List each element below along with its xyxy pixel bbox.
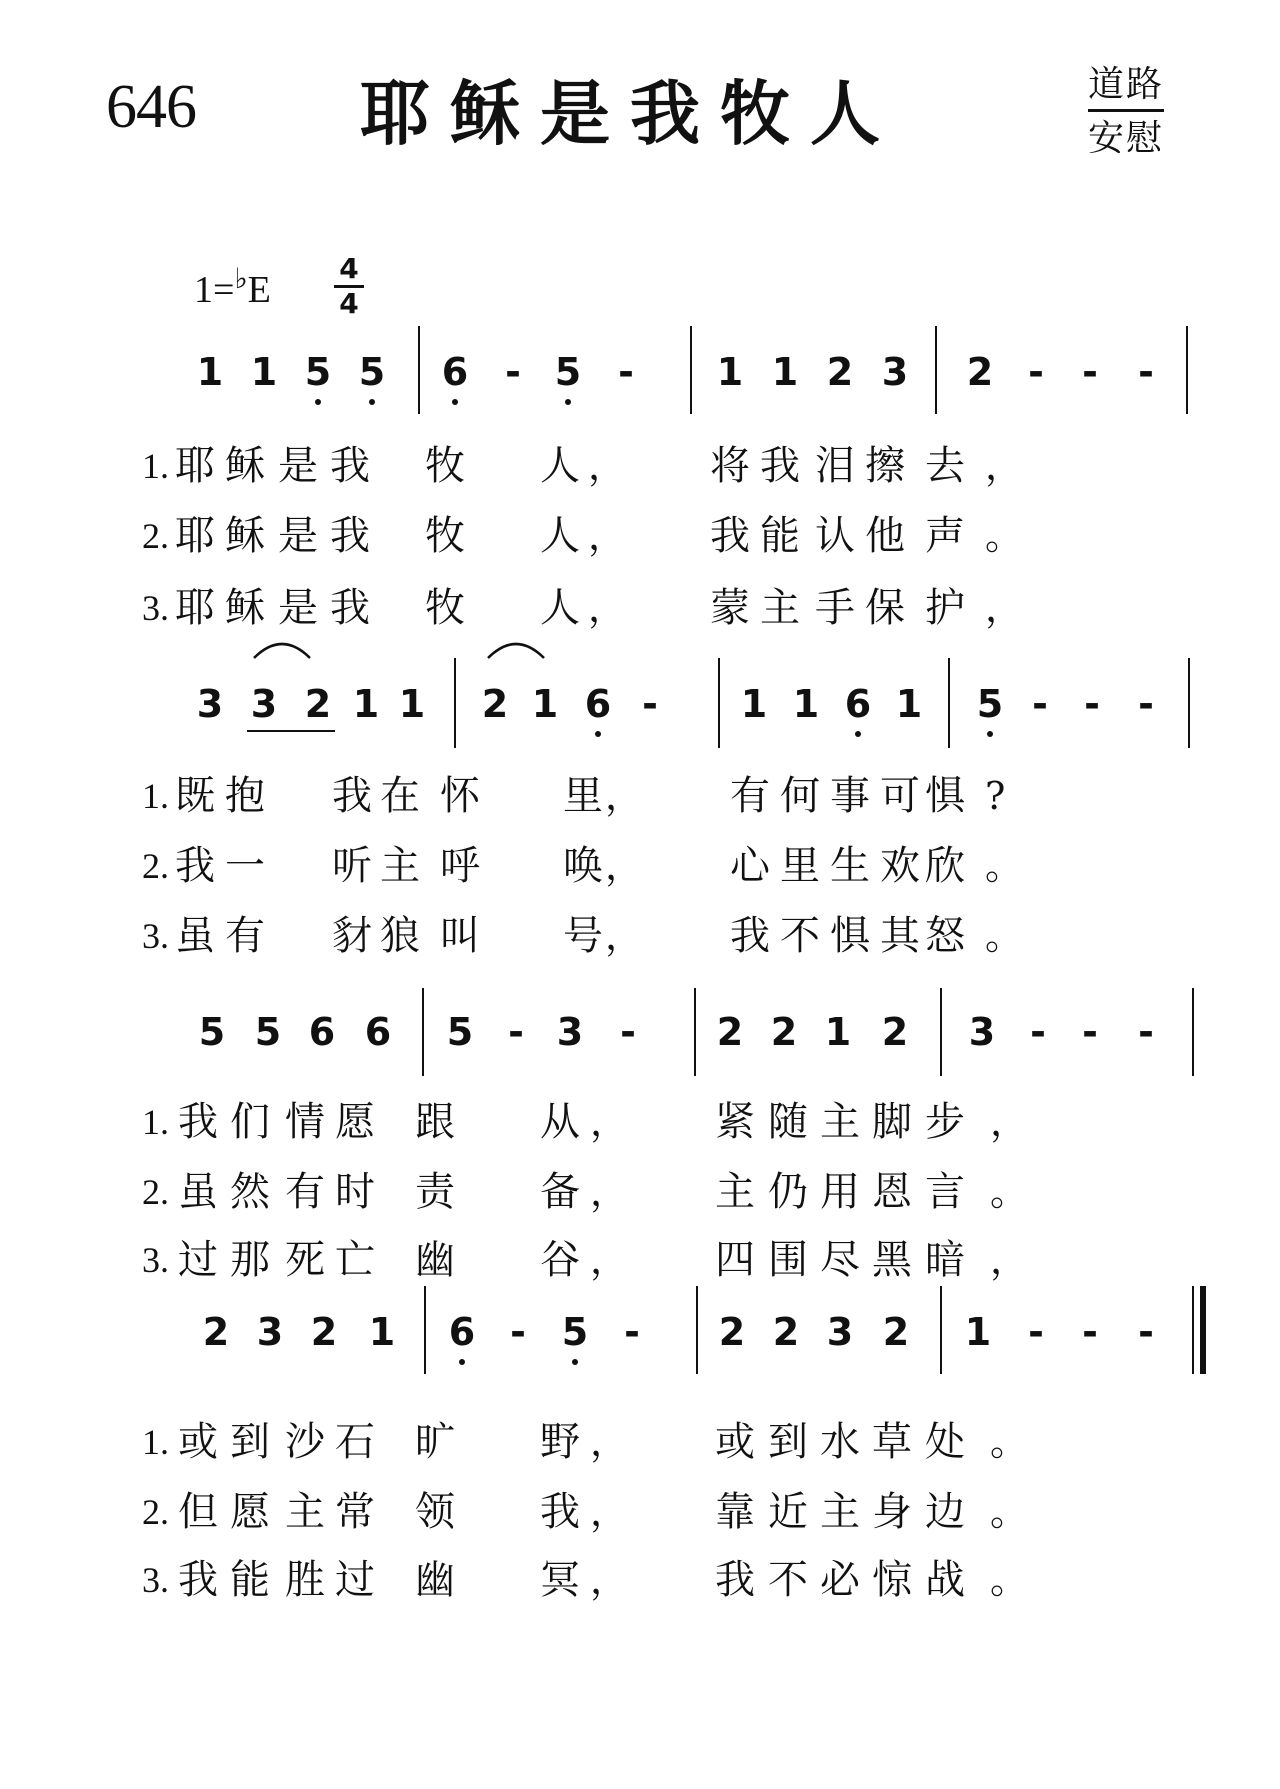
barline	[948, 658, 950, 748]
dash-extension: -	[1082, 1010, 1098, 1054]
dash-extension: -	[1082, 350, 1098, 394]
lyric-syllable: 不	[780, 913, 820, 959]
lyric-syllable: 听	[332, 843, 372, 889]
note: 5	[198, 1010, 226, 1054]
dash-extension: -	[1084, 682, 1100, 726]
dash-extension: -	[642, 682, 658, 726]
lyric-syllable: 亡	[335, 1237, 375, 1283]
note: 1	[792, 682, 820, 726]
lyric-syllable: 稣	[225, 443, 265, 489]
lyric-syllable: 愿	[230, 1489, 270, 1535]
note: 3	[556, 1010, 584, 1054]
lyric-syllable: 步	[925, 1099, 965, 1145]
lyric-syllable: 我	[330, 443, 370, 489]
lyric-syllable: 里	[563, 773, 603, 819]
lyric-punctuation: 。	[990, 1490, 1029, 1534]
lyric-syllable: 幽	[415, 1237, 455, 1283]
lyric-syllable: 去	[925, 443, 965, 489]
note: 5	[347, 352, 397, 392]
lyric-syllable: 我	[330, 585, 370, 631]
note: 3	[968, 1010, 996, 1054]
barline	[690, 326, 692, 414]
lyric-punctuation: ，	[990, 1238, 1029, 1282]
note: 1	[352, 682, 380, 726]
lyric-punctuation: ，	[985, 444, 1024, 488]
lyric-punctuation: ，	[588, 586, 627, 630]
lyric-syllable: 常	[335, 1489, 375, 1535]
lyric-syllable: 主	[715, 1169, 755, 1215]
lyric-punctuation: ，	[590, 1238, 629, 1282]
lyric-punctuation: ，	[590, 1558, 629, 1602]
lyric-syllable: 主	[820, 1099, 860, 1145]
dash-extension: -	[1138, 350, 1154, 394]
dash-extension: -	[1030, 1010, 1046, 1054]
lyric-line-verse-1	[0, 772, 1280, 820]
lyric-syllable: 但	[178, 1489, 218, 1535]
note: 1	[740, 682, 768, 726]
low-octave-dot	[987, 731, 993, 737]
notation-line-4	[0, 1312, 1280, 1392]
low-octave-dot	[595, 731, 601, 737]
note: 2	[304, 682, 332, 726]
key-note: E	[247, 269, 271, 311]
lyric-syllable: 我	[730, 913, 770, 959]
note: 5	[543, 352, 593, 392]
lyric-punctuation: 。	[985, 914, 1024, 958]
lyric-syllable: 有	[730, 773, 770, 819]
lyric-syllable: 跟	[415, 1099, 455, 1145]
note: 3	[250, 682, 278, 726]
lyric-syllable: 是	[278, 513, 318, 559]
lyric-punctuation: ，	[605, 774, 644, 818]
lyric-syllable: 蒙	[710, 585, 750, 631]
final-barline-thick	[1200, 1286, 1206, 1374]
note: 2	[310, 1310, 338, 1354]
lyric-syllable: 号	[563, 913, 603, 959]
category-label-2: 安慰	[1088, 118, 1165, 159]
note: 1	[824, 1010, 852, 1054]
note: 6	[573, 684, 623, 724]
category-label-1: 道路	[1088, 56, 1164, 112]
note: 6	[833, 684, 883, 724]
barline	[718, 658, 720, 748]
lyric-syllable: 我	[332, 773, 372, 819]
note: 2	[770, 1010, 798, 1054]
note: 1	[398, 682, 426, 726]
lyric-syllable: 到	[768, 1419, 808, 1465]
lyric-line-verse-2	[0, 1168, 1280, 1216]
lyric-syllable: 护	[925, 585, 965, 631]
lyric-syllable: 他	[865, 513, 905, 559]
barline	[1188, 658, 1190, 748]
beam-underline	[247, 730, 335, 732]
hymn-title: 耶稣是我牧人	[360, 73, 900, 155]
lyric-line-verse-3	[0, 1236, 1280, 1284]
lyric-syllable: 人	[540, 585, 580, 631]
barline	[1192, 988, 1194, 1076]
lyric-syllable: 耶	[175, 585, 215, 631]
lyric-syllable: 尽	[820, 1237, 860, 1283]
lyric-syllable: 何	[780, 773, 820, 819]
lyric-syllable: 战	[925, 1557, 965, 1603]
verse-number: 3.	[142, 1560, 169, 1600]
lyric-syllable: 怒	[925, 913, 965, 959]
lyric-syllable: 不	[768, 1557, 808, 1603]
notation-line-2	[0, 684, 1280, 764]
note: 6	[437, 1312, 487, 1352]
flat-sign: ♭	[234, 264, 248, 295]
lyric-syllable: 旷	[415, 1419, 455, 1465]
lyric-punctuation: ，	[590, 1490, 629, 1534]
note: 5	[965, 684, 1015, 724]
low-octave-dot	[452, 399, 458, 405]
lyric-syllable: 有	[225, 913, 265, 959]
lyric-punctuation: ，	[590, 1420, 629, 1464]
lyric-syllable: 保	[865, 585, 905, 631]
dash-extension: -	[1028, 350, 1044, 394]
lyric-syllable: 手	[815, 585, 855, 631]
lyric-syllable: 事	[830, 773, 870, 819]
lyric-punctuation: ，	[588, 444, 627, 488]
lyric-syllable: 欢	[880, 843, 920, 889]
lyric-syllable: 人	[540, 513, 580, 559]
verse-number: 1.	[142, 1102, 169, 1142]
note: 2	[202, 1310, 230, 1354]
lyric-punctuation: ，	[590, 1170, 629, 1214]
verse-number: 1.	[142, 446, 169, 486]
lyric-syllable: 冥	[540, 1557, 580, 1603]
lyric-syllable: 呼	[440, 843, 480, 889]
lyric-syllable: 唤	[563, 843, 603, 889]
lyric-syllable: 主	[380, 843, 420, 889]
lyric-syllable: 牧	[425, 513, 465, 559]
note: 2	[716, 1010, 744, 1054]
lyric-syllable: 那	[230, 1237, 270, 1283]
lyric-syllable: 有	[285, 1169, 325, 1215]
note: 6	[364, 1010, 392, 1054]
verse-number: 3.	[142, 588, 169, 628]
lyric-syllable: 我	[710, 513, 750, 559]
dash-extension: -	[624, 1310, 640, 1354]
lyric-syllable: 言	[925, 1169, 965, 1215]
barline	[940, 1286, 942, 1374]
lyric-syllable: 主	[760, 585, 800, 631]
lyric-syllable: 欣	[925, 843, 965, 889]
lyric-syllable: 虽	[178, 1169, 218, 1215]
note: 2	[481, 682, 509, 726]
note: 3	[881, 350, 909, 394]
barline	[418, 326, 420, 414]
note: 1	[196, 350, 224, 394]
lyric-syllable: 是	[278, 443, 318, 489]
barline	[1186, 326, 1188, 414]
lyric-syllable: 豺	[332, 913, 372, 959]
dash-extension: -	[505, 350, 521, 394]
lyric-syllable: 水	[820, 1419, 860, 1465]
dash-extension: -	[620, 1010, 636, 1054]
note: 5	[293, 352, 343, 392]
dash-extension: -	[1028, 1310, 1044, 1354]
lyric-syllable: 叫	[440, 913, 480, 959]
lyric-punctuation: ，	[590, 1100, 629, 1144]
key-prefix: 1=	[194, 269, 235, 311]
note: 6	[308, 1010, 336, 1054]
note: 5	[550, 1312, 600, 1352]
lyric-syllable: 近	[768, 1489, 808, 1535]
lyric-syllable: 愿	[335, 1099, 375, 1145]
lyric-syllable: 既	[175, 773, 215, 819]
lyric-syllable: 到	[230, 1419, 270, 1465]
lyric-syllable: 稣	[225, 585, 265, 631]
lyric-punctuation: ，	[605, 844, 644, 888]
note: 2	[882, 1310, 910, 1354]
lyric-syllable: 我	[540, 1489, 580, 1535]
lyric-syllable: 野	[540, 1419, 580, 1465]
lyric-punctuation: ，	[605, 914, 644, 958]
lyric-syllable: 牧	[425, 585, 465, 631]
time-signature-top: 4	[339, 252, 359, 285]
notation-line-1	[0, 352, 1280, 432]
lyric-line-verse-2	[0, 1488, 1280, 1536]
lyric-syllable: 暗	[925, 1237, 965, 1283]
barline	[696, 1286, 698, 1374]
lyric-syllable: 时	[335, 1169, 375, 1215]
lyric-punctuation: 。	[990, 1420, 1029, 1464]
lyric-line-verse-3	[0, 1556, 1280, 1604]
lyric-syllable: 胜	[285, 1557, 325, 1603]
lyric-syllable: 沙	[285, 1419, 325, 1465]
low-octave-dot	[459, 1359, 465, 1365]
lyric-line-verse-2	[0, 512, 1280, 560]
lyric-syllable: 死	[285, 1237, 325, 1283]
note: 2	[881, 1010, 909, 1054]
note: 3	[196, 682, 224, 726]
lyric-syllable: 我	[175, 843, 215, 889]
final-barline-thin	[1192, 1286, 1194, 1374]
lyric-syllable: 过	[335, 1557, 375, 1603]
verse-number: 1.	[142, 1422, 169, 1462]
lyric-syllable: 惧	[830, 913, 870, 959]
lyric-syllable: 责	[415, 1169, 455, 1215]
lyric-syllable: 稣	[225, 513, 265, 559]
lyric-syllable: 心	[730, 843, 770, 889]
dash-extension: -	[1138, 1310, 1154, 1354]
verse-number: 3.	[142, 1240, 169, 1280]
lyric-punctuation: ，	[588, 514, 627, 558]
lyric-punctuation: 。	[985, 844, 1024, 888]
verse-number: 2.	[142, 1492, 169, 1532]
low-octave-dot	[572, 1359, 578, 1365]
lyric-syllable: 抱	[225, 773, 265, 819]
note: 5	[254, 1010, 282, 1054]
lyric-syllable: 用	[820, 1169, 860, 1215]
barline	[422, 988, 424, 1076]
lyric-syllable: 边	[925, 1489, 965, 1535]
lyric-syllable: 靠	[715, 1489, 755, 1535]
lyric-syllable: 我	[178, 1557, 218, 1603]
lyric-syllable: 主	[820, 1489, 860, 1535]
lyric-syllable: 生	[830, 843, 870, 889]
note: 2	[772, 1310, 800, 1354]
lyric-syllable: 牧	[425, 443, 465, 489]
dash-extension: -	[508, 1010, 524, 1054]
hymn-number: 646	[106, 73, 196, 141]
lyric-punctuation: ，	[990, 1100, 1029, 1144]
lyric-syllable: 紧	[715, 1099, 755, 1145]
lyric-syllable: 主	[285, 1489, 325, 1535]
lyric-syllable: 身	[872, 1489, 912, 1535]
lyric-syllable: 从	[540, 1099, 580, 1145]
lyric-syllable: 处	[925, 1419, 965, 1465]
lyric-syllable: 我	[178, 1099, 218, 1145]
lyric-punctuation: 。	[990, 1170, 1029, 1214]
time-signature-bottom: 4	[339, 287, 359, 320]
lyric-syllable: 泪	[815, 443, 855, 489]
lyric-syllable: 狼	[380, 913, 420, 959]
note: 3	[256, 1310, 284, 1354]
lyric-syllable: 脚	[872, 1099, 912, 1145]
lyric-syllable: 或	[178, 1419, 218, 1465]
note: 5	[446, 1010, 474, 1054]
note: 2	[718, 1310, 746, 1354]
verse-number: 2.	[142, 846, 169, 886]
lyric-syllable: 虽	[175, 913, 215, 959]
lyric-syllable: 仍	[768, 1169, 808, 1215]
barline	[935, 326, 937, 414]
dash-extension: -	[1082, 1310, 1098, 1354]
lyric-syllable: 在	[380, 773, 420, 819]
lyric-syllable: 怀	[440, 773, 480, 819]
lyric-syllable: 能	[760, 513, 800, 559]
notation-line-3	[0, 1012, 1280, 1092]
dash-extension: -	[1032, 682, 1048, 726]
dash-extension: -	[1138, 682, 1154, 726]
lyric-syllable: 或	[715, 1419, 755, 1465]
note: 1	[716, 350, 744, 394]
lyric-punctuation: 。	[985, 514, 1024, 558]
lyric-syllable: 们	[230, 1099, 270, 1145]
low-octave-dot	[369, 399, 375, 405]
verse-number: 2.	[142, 1172, 169, 1212]
lyric-syllable: 其	[880, 913, 920, 959]
lyric-syllable: 里	[780, 843, 820, 889]
note: 1	[964, 1310, 992, 1354]
barline	[940, 988, 942, 1076]
lyric-punctuation: ?	[985, 774, 1006, 818]
lyric-punctuation: 。	[990, 1558, 1029, 1602]
lyric-line-verse-1	[0, 1098, 1280, 1146]
low-octave-dot	[855, 731, 861, 737]
lyric-syllable: 幽	[415, 1557, 455, 1603]
lyric-syllable: 草	[872, 1419, 912, 1465]
lyric-syllable: 备	[540, 1169, 580, 1215]
lyric-syllable: 人	[540, 443, 580, 489]
note: 1	[771, 350, 799, 394]
lyric-syllable: 必	[820, 1557, 860, 1603]
lyric-syllable: 一	[225, 843, 265, 889]
note: 3	[826, 1310, 854, 1354]
note: 1	[250, 350, 278, 394]
note: 2	[966, 350, 994, 394]
lyric-syllable: 是	[278, 585, 318, 631]
lyric-syllable: 围	[768, 1237, 808, 1283]
dash-extension: -	[510, 1310, 526, 1354]
note: 1	[368, 1310, 396, 1354]
lyric-syllable: 领	[415, 1489, 455, 1535]
lyric-syllable: 惧	[925, 773, 965, 819]
lyric-syllable: 惊	[872, 1557, 912, 1603]
note: 6	[430, 352, 480, 392]
lyric-syllable: 声	[925, 513, 965, 559]
lyric-syllable: 认	[815, 513, 855, 559]
lyric-syllable: 过	[178, 1237, 218, 1283]
lyric-line-verse-3	[0, 584, 1280, 632]
dash-extension: -	[618, 350, 634, 394]
slur	[252, 636, 312, 660]
note: 1	[895, 682, 923, 726]
lyric-syllable: 然	[230, 1169, 270, 1215]
lyric-syllable: 将	[710, 443, 750, 489]
lyric-line-verse-3	[0, 912, 1280, 960]
barline	[424, 1286, 426, 1374]
lyric-syllable: 可	[880, 773, 920, 819]
lyric-syllable: 情	[285, 1099, 325, 1145]
lyric-syllable: 耶	[175, 513, 215, 559]
dash-extension: -	[1138, 1010, 1154, 1054]
lyric-syllable: 我	[330, 513, 370, 559]
lyric-syllable: 我	[715, 1557, 755, 1603]
time-signature	[334, 254, 364, 319]
lyric-syllable: 石	[335, 1419, 375, 1465]
lyric-line-verse-1	[0, 1418, 1280, 1466]
key-signature	[194, 264, 271, 312]
lyric-syllable: 我	[760, 443, 800, 489]
lyric-syllable: 谷	[540, 1237, 580, 1283]
lyric-punctuation: ，	[985, 586, 1024, 630]
lyric-syllable: 随	[768, 1099, 808, 1145]
verse-number: 3.	[142, 916, 169, 956]
lyric-syllable: 恩	[872, 1169, 912, 1215]
slur	[486, 636, 546, 660]
lyric-syllable: 耶	[175, 443, 215, 489]
lyric-line-verse-2	[0, 842, 1280, 890]
lyric-syllable: 四	[715, 1237, 755, 1283]
barline	[694, 988, 696, 1076]
low-octave-dot	[315, 399, 321, 405]
verse-number: 2.	[142, 516, 169, 556]
note: 2	[826, 350, 854, 394]
lyric-syllable: 能	[230, 1557, 270, 1603]
verse-number: 1.	[142, 776, 169, 816]
lyric-syllable: 黑	[872, 1237, 912, 1283]
lyric-syllable: 擦	[865, 443, 905, 489]
lyric-line-verse-1	[0, 442, 1280, 490]
barline	[454, 658, 456, 748]
low-octave-dot	[565, 399, 571, 405]
note: 1	[531, 682, 559, 726]
